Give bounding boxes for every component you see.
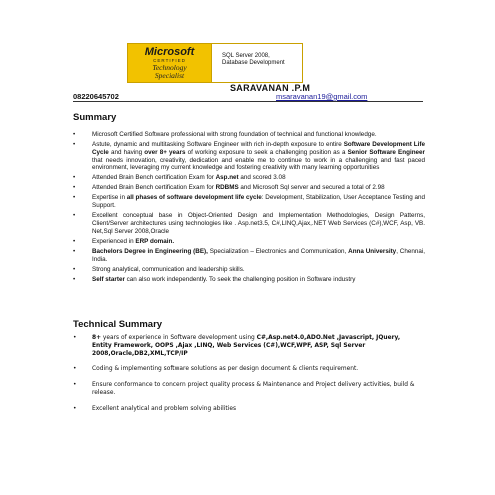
- bullet-icon: •: [73, 335, 77, 341]
- list-item: • Ensure conformance to concern project quality process & Maintenance and Project delivery activities, build & release.: [73, 382, 415, 396]
- bullet-icon: •: [73, 141, 76, 149]
- specialist-line1: Technology: [152, 63, 187, 72]
- bullet-icon: •: [73, 194, 76, 202]
- list-item: • Attended Brain Bench certification Exam for RDBMS and Microsoft Sql server and secured a total of 2.98: [73, 184, 385, 192]
- list-item: • Excellent analytical and problem solving abilities: [73, 405, 237, 412]
- list-item: • 8+ years of experience in Software development using C#,Asp.net4.0,ADO.Net ,Javascript, JQuery, Entity Framework, OOPS ,Ajax ,LINQ, Web Services (C#),WCF,WPF, ASP, Sql Server 2008,Oracle,DB2,XML,TCP/IP: [73, 335, 401, 357]
- bullet-icon: •: [73, 405, 77, 412]
- email-link[interactable]: msaravanan19@gmail.com: [276, 92, 368, 101]
- list-item: • Microsoft Certified Software professional with strong foundation of technical and functional knowledge.: [73, 131, 377, 138]
- list-item: • Self starter can also work independently. To seek the challenging position in Software industry: [73, 275, 356, 283]
- bullet-icon: •: [73, 265, 76, 273]
- bullet-icon: •: [73, 131, 76, 138]
- list-item: • Bachelors Degree in Engineering (BE), Specialization – Electronics and Communication, Anna University, Chennai, India.: [73, 247, 425, 263]
- microsoft-logo: Microsoft: [144, 46, 195, 58]
- bullet-icon: •: [73, 366, 77, 373]
- technical-summary-list: [73, 335, 421, 422]
- bullet-icon: •: [73, 184, 76, 192]
- header-divider: [73, 101, 423, 102]
- list-item: • Attended Brain Bench certification Exam for Asp.net and scored 3.08: [73, 174, 286, 182]
- list-item: • Astute, dynamic and multitasking Software Engineer with rich in-depth exposure to entire Software Development Life Cycle and having over 8+ years of working exposure to seek a challenging position as a Senior Software Engineer that needs innovation, creativity, dedication and enable me to continue to work in a challenging and fast paced environment, leveraging my current knowledge and fostering creativity with many learning opportunities: [73, 141, 426, 172]
- bullet-icon: •: [73, 247, 76, 255]
- bullet-icon: •: [73, 382, 77, 389]
- list-item: • Experienced in ERP domain.: [73, 237, 175, 245]
- specialist-line2: Specialist: [154, 70, 185, 80]
- phone-number: 08220645702: [73, 92, 119, 101]
- list-item: • Coding & implementing software solutions as per design document & clients requirement.: [73, 366, 359, 373]
- certification-product: [212, 43, 303, 83]
- list-item: • Excellent conceptual base in Object-Oriented Design and Implementation Methodologies, Design Patterns, Client/Server architectures using technologies like . Asp.net3.5, C#,LINQ,Ajax,.NET Web Services (C#),WCF, Asp, VB. Net,Sql Server 2008,Oracle: [73, 212, 425, 235]
- bullet-icon: •: [73, 174, 76, 182]
- technical-summary-heading: Technical Summary: [73, 319, 163, 330]
- list-item: • Expertise in all phases of software development life cycle: Development, Stabilization, User Acceptance Testing and Support.: [73, 194, 426, 210]
- certification-logo: [127, 43, 212, 83]
- bullet-icon: •: [73, 237, 76, 245]
- certified-label: CERTIFIED: [153, 58, 186, 63]
- certification-badge: [127, 43, 303, 83]
- bullet-icon: •: [73, 212, 76, 220]
- list-item: • Strong analytical, communication and leadership skills.: [73, 265, 245, 273]
- summary-heading: Summary: [73, 112, 117, 123]
- bullet-icon: •: [73, 275, 76, 283]
- summary-list: [73, 131, 425, 286]
- product-line2: Database Development: [222, 60, 285, 66]
- product-line1: SQL Server 2008,: [222, 53, 270, 59]
- candidate-name: SARAVANAN .P.M: [230, 83, 311, 93]
